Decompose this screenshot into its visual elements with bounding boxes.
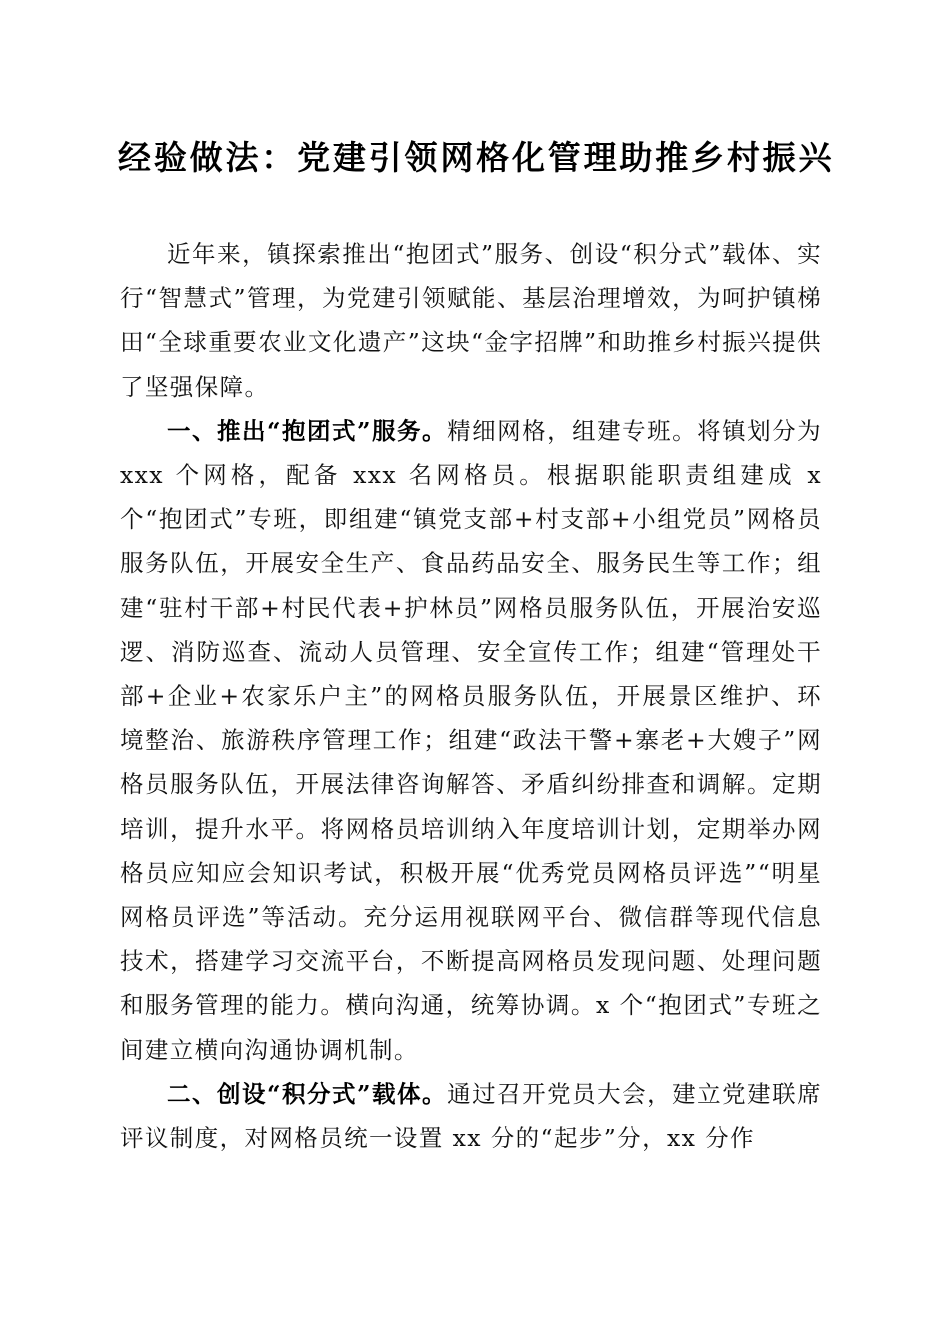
section-1-text: 精细网格，组建专班。将镇划分为 xxx 个网格，配备 xxx 名网格员。根据职能职责组建成 x 个“抱团式”专班，即组建“镇党支部+村支部+小组党员”网格员服务队伍，开展安全生产、食品药品安全、服务民生等工作；组建“驻村干部+村民代表+护林员”网格员服务队伍，开展治安巡逻、消防巡查、流动人员管理、安全宣传工作；组建“管理处干部+企业+农家乐户主”的网格员服务队伍，开展景区维护、环境整治、旅游秩序管理工作；组建“政法干警+寨老+大嫂子”网格员服务队伍，开展法律咨询解答、矛盾纠纷排查和调解。定期培训，提升水平。将网格员培训纳入年度培训计划，定期举办网格员应知应会知识考试，积极开展“优秀党员网格员评选”“明星网格员评选”等活动。充分运用视联网平台、微信群等现代信息技术，搭建学习交流平台，不断提高网格员发现问题、处理问题和服务管理的能力。横向沟通，统筹协调。x 个“抱团式”专班之间建立横向沟通协调机制。 bbox=[120, 416, 822, 1064]
section-2-text: 通过召开党员大会，建立党建联席评议制度，对网格员统一设置 xx 分的“起步”分，xx 分作 bbox=[120, 1079, 822, 1153]
section-1-paragraph bbox=[120, 409, 822, 1072]
section-2-paragraph bbox=[120, 1072, 822, 1160]
intro-paragraph bbox=[120, 232, 822, 409]
intro-paragraph-text: 近年来，镇探索推出“抱团式”服务、创设“积分式”载体、实行“智慧式”管理，为党建引领赋能、基层治理增效，为呵护镇梯田“全球重要农业文化遗产”这块“金字招牌”和助推乡村振兴提供了坚强保障。 bbox=[120, 240, 822, 401]
section-1-heading: 一、推出“抱团式”服务。 bbox=[167, 416, 448, 445]
document-title: 经验做法：党建引领网格化管理助推乡村振兴 bbox=[118, 138, 832, 177]
section-2-heading: 二、创设“积分式”载体。 bbox=[167, 1079, 448, 1108]
document-body bbox=[120, 232, 822, 1160]
